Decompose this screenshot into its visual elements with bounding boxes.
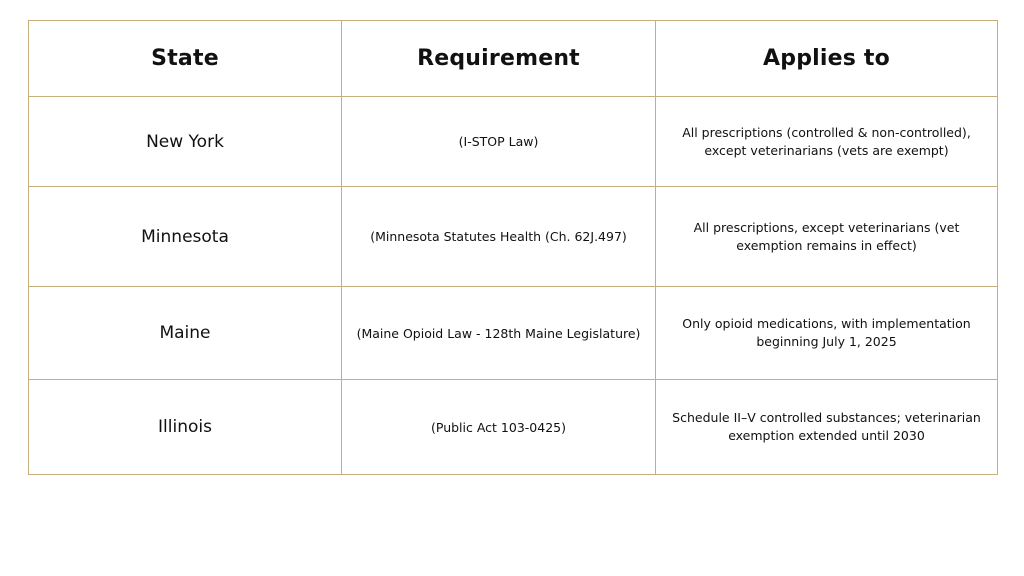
requirement-cell: (Minnesota Statutes Health (Ch. 62J.497) <box>342 187 656 287</box>
state-requirements-table <box>28 20 998 475</box>
table-row <box>29 97 998 187</box>
state-cell: New York <box>29 97 342 187</box>
table-row <box>29 187 998 287</box>
state-cell: Illinois <box>29 380 342 475</box>
requirement-cell: (Public Act 103-0425) <box>342 380 656 475</box>
table-header-row <box>29 21 998 97</box>
applies-to-cell: Only opioid medications, with implementation beginning July 1, 2025 <box>656 287 998 380</box>
header-applies-to: Applies to <box>656 21 998 97</box>
header-state: State <box>29 21 342 97</box>
table-row <box>29 287 998 380</box>
requirement-cell: (I-STOP Law) <box>342 97 656 187</box>
header-requirement: Requirement <box>342 21 656 97</box>
table-row <box>29 380 998 475</box>
state-cell: Maine <box>29 287 342 380</box>
requirement-cell: (Maine Opioid Law - 128th Maine Legislature) <box>342 287 656 380</box>
applies-to-cell: All prescriptions (controlled & non-controlled), except veterinarians (vets are exempt) <box>656 97 998 187</box>
applies-to-cell: All prescriptions, except veterinarians (vet exemption remains in effect) <box>656 187 998 287</box>
requirements-table-container <box>28 20 997 475</box>
state-cell: Minnesota <box>29 187 342 287</box>
applies-to-cell: Schedule II–V controlled substances; veterinarian exemption extended until 2030 <box>656 380 998 475</box>
